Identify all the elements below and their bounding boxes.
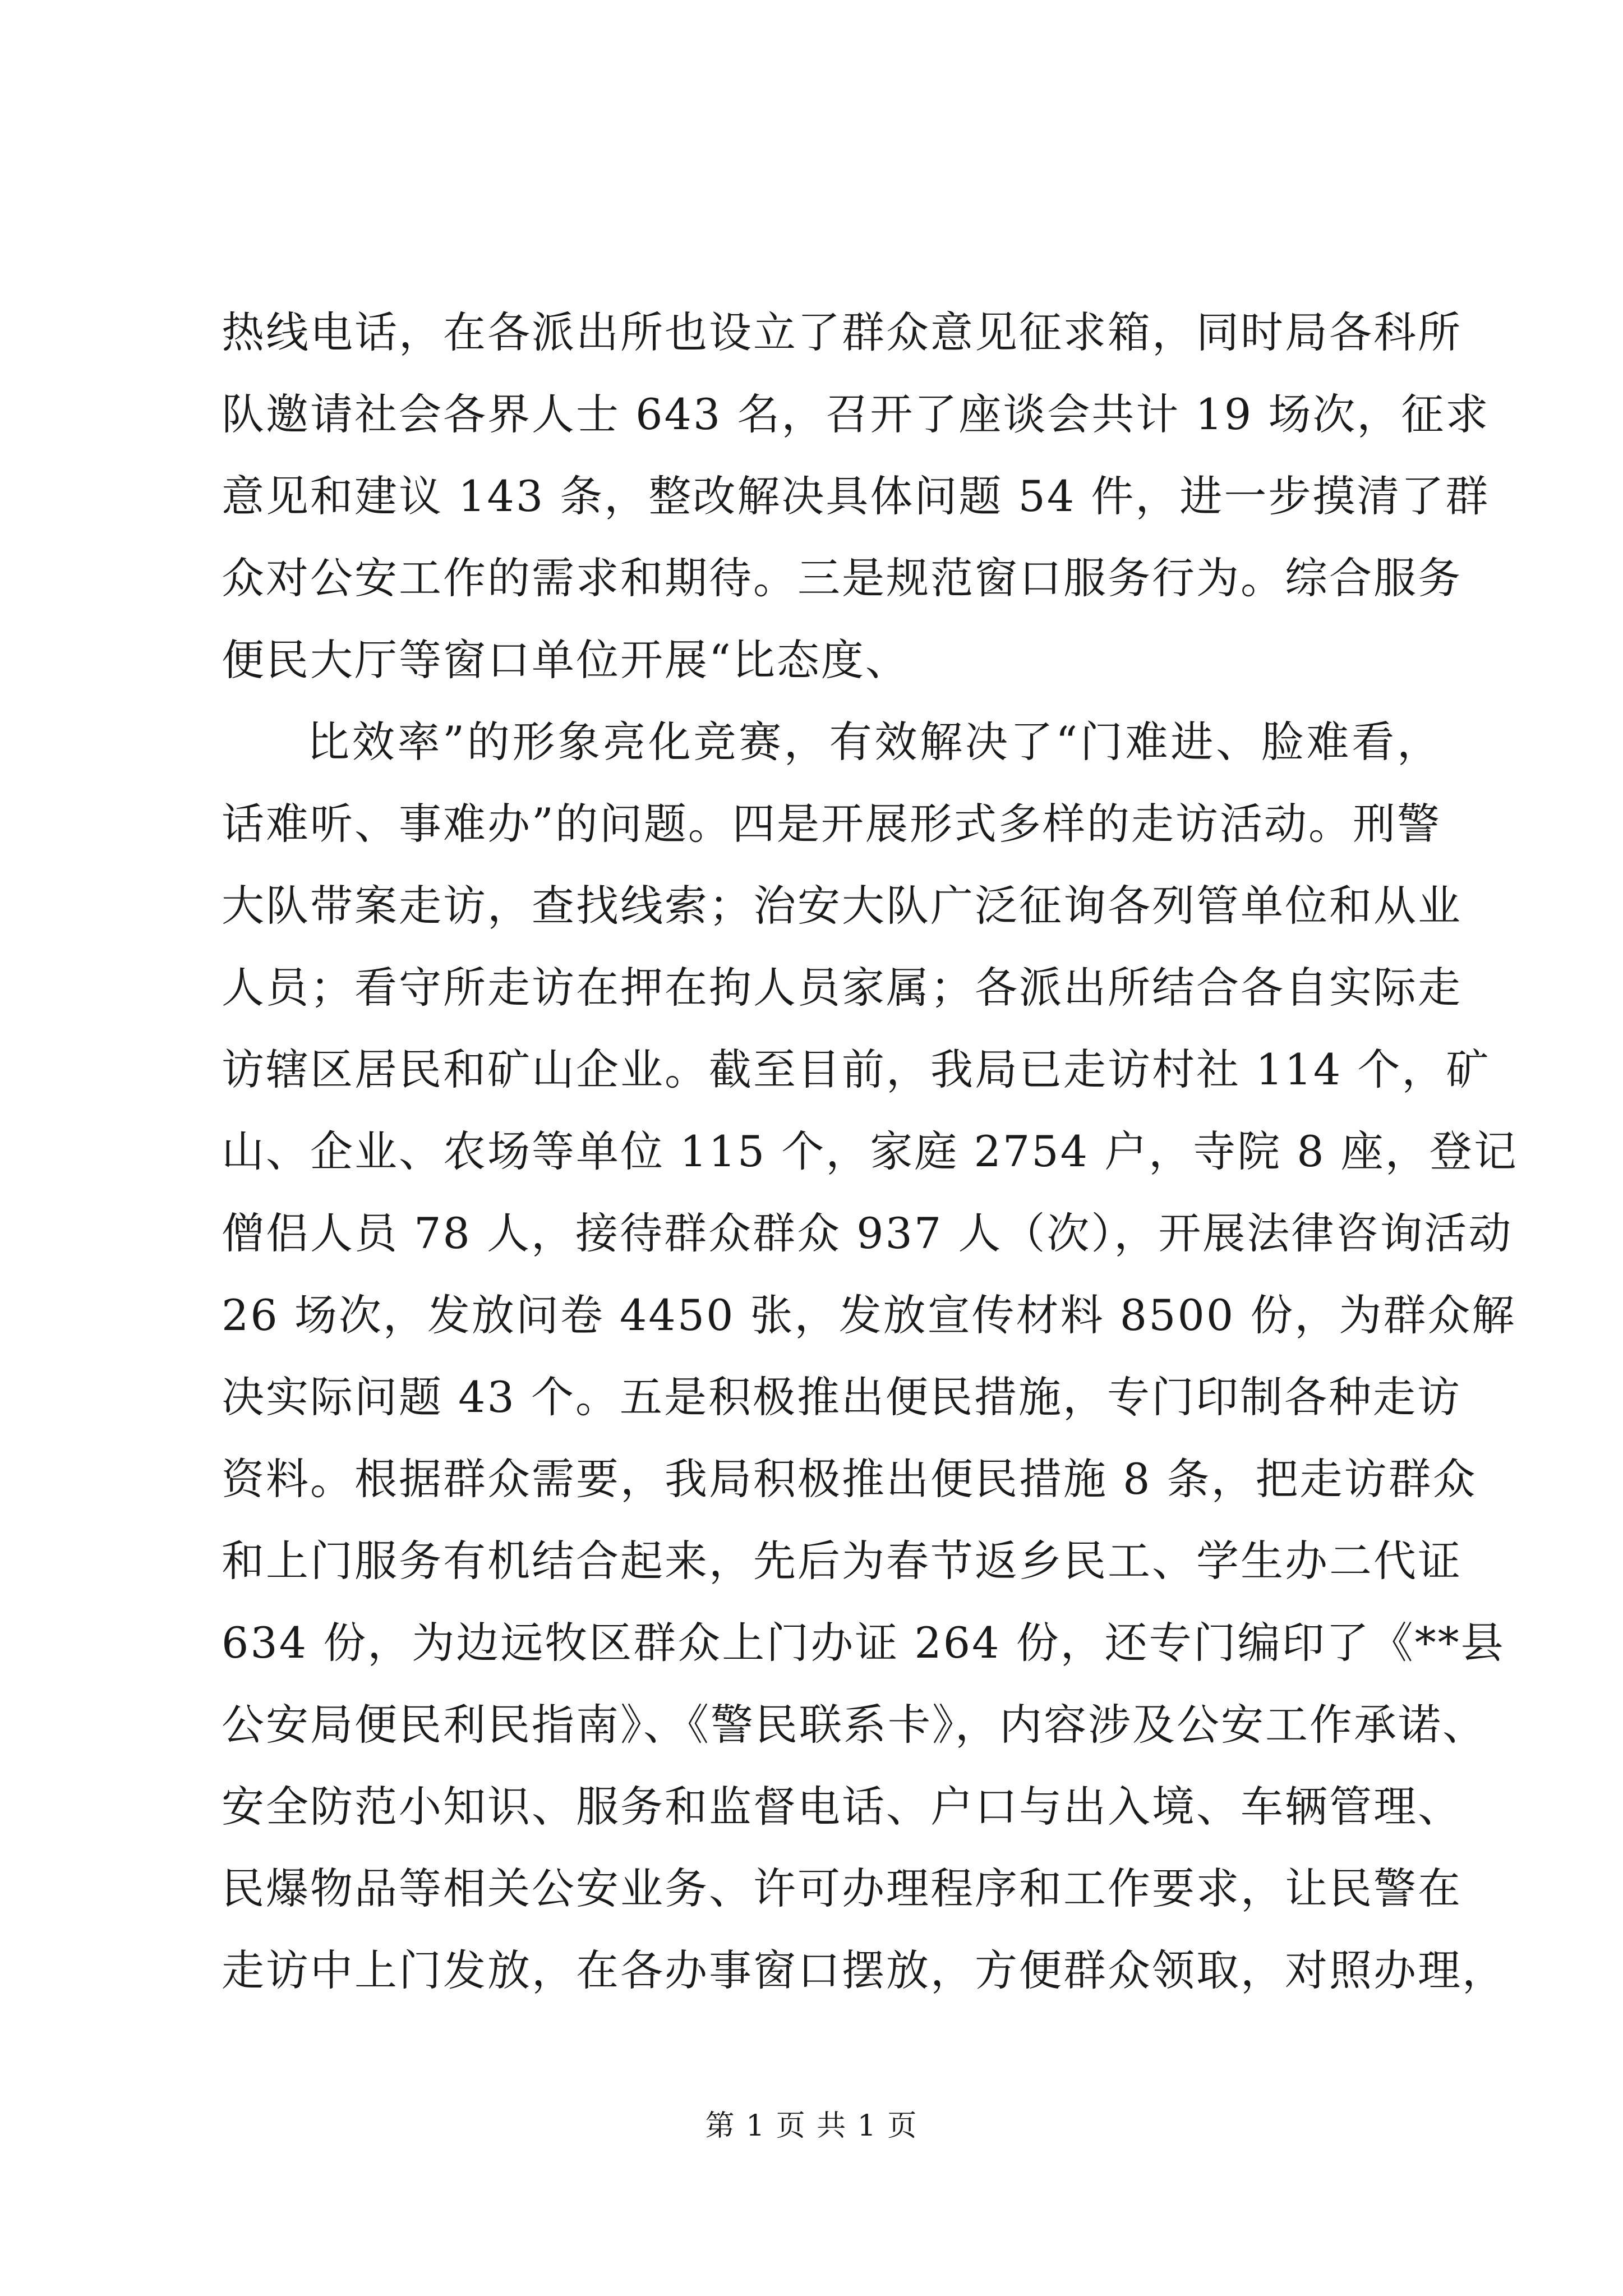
text-line: 公安局便民利民指南》、《警民联系卡》，内容涉及公安工作承诺、 xyxy=(222,1700,1487,1750)
text-line: 话难听、事难办”的问题。四是开展形式多样的走访活动。刑警 xyxy=(222,799,1441,849)
text-line: 意见和建议 143 条，整改解决具体问题 54 件，进一步摸清了群 xyxy=(222,471,1490,521)
text-line: 634 份，为边远牧区群众上门办证 264 份，还专门编印了《**县 xyxy=(222,1618,1505,1668)
paragraph-first-line: 比效率”的形象亮化竞赛，有效解决了“门难进、脸难看， xyxy=(307,717,1441,767)
text-line: 和上门服务有机结合起来，先后为春节返乡民工、学生办二代证 xyxy=(222,1536,1462,1586)
text-line: 走访中上门发放，在各办事窗口摆放，方便群众领取，对照办理， xyxy=(222,1945,1506,1995)
text-line: 山、企业、农场等单位 115 个，家庭 2754 户，寺院 8 座，登记 xyxy=(222,1126,1518,1176)
text-line: 众对公安工作的需求和期待。三是规范窗口服务行为。综合服务 xyxy=(222,553,1462,603)
text-line: 资料。根据群众需要，我局积极推出便民措施 8 条，把走访群众 xyxy=(222,1454,1477,1504)
text-line: 队邀请社会各界人士 643 名，召开了座谈会共计 19 场次，征求 xyxy=(222,389,1490,439)
text-line: 便民大厅等窗口单位开展“比态度、 xyxy=(222,635,910,685)
text-line: 访辖区居民和矿山企业。截至目前，我局已走访村社 114 个，矿 xyxy=(222,1045,1491,1094)
text-line: 安全防范小知识、服务和监督电话、户口与出入境、车辆管理、 xyxy=(222,1782,1462,1832)
text-line: 民爆物品等相关公安业务、许可办理程序和工作要求，让民警在 xyxy=(222,1864,1462,1913)
page-number-footer: 第 1 页 共 1 页 xyxy=(705,2109,918,2143)
text-line: 人员；看守所走访在押在拘人员家属；各派出所结合各自实际走 xyxy=(222,963,1462,1013)
text-line: 热线电话，在各派出所也设立了群众意见征求箱，同时局各科所 xyxy=(222,307,1462,357)
text-line: 26 场次，发放问卷 4450 张，发放宣传材料 8500 份，为群众解 xyxy=(222,1290,1516,1340)
text-line: 大队带案走访，查找线索；治安大队广泛征询各列管单位和从业 xyxy=(222,881,1462,931)
text-line: 决实际问题 43 个。五是积极推出便民措施，专门印制各种走访 xyxy=(222,1372,1462,1422)
text-line: 僧侣人员 78 人，接待群众群众 937 人（次），开展法律咨询活动 xyxy=(222,1208,1513,1258)
